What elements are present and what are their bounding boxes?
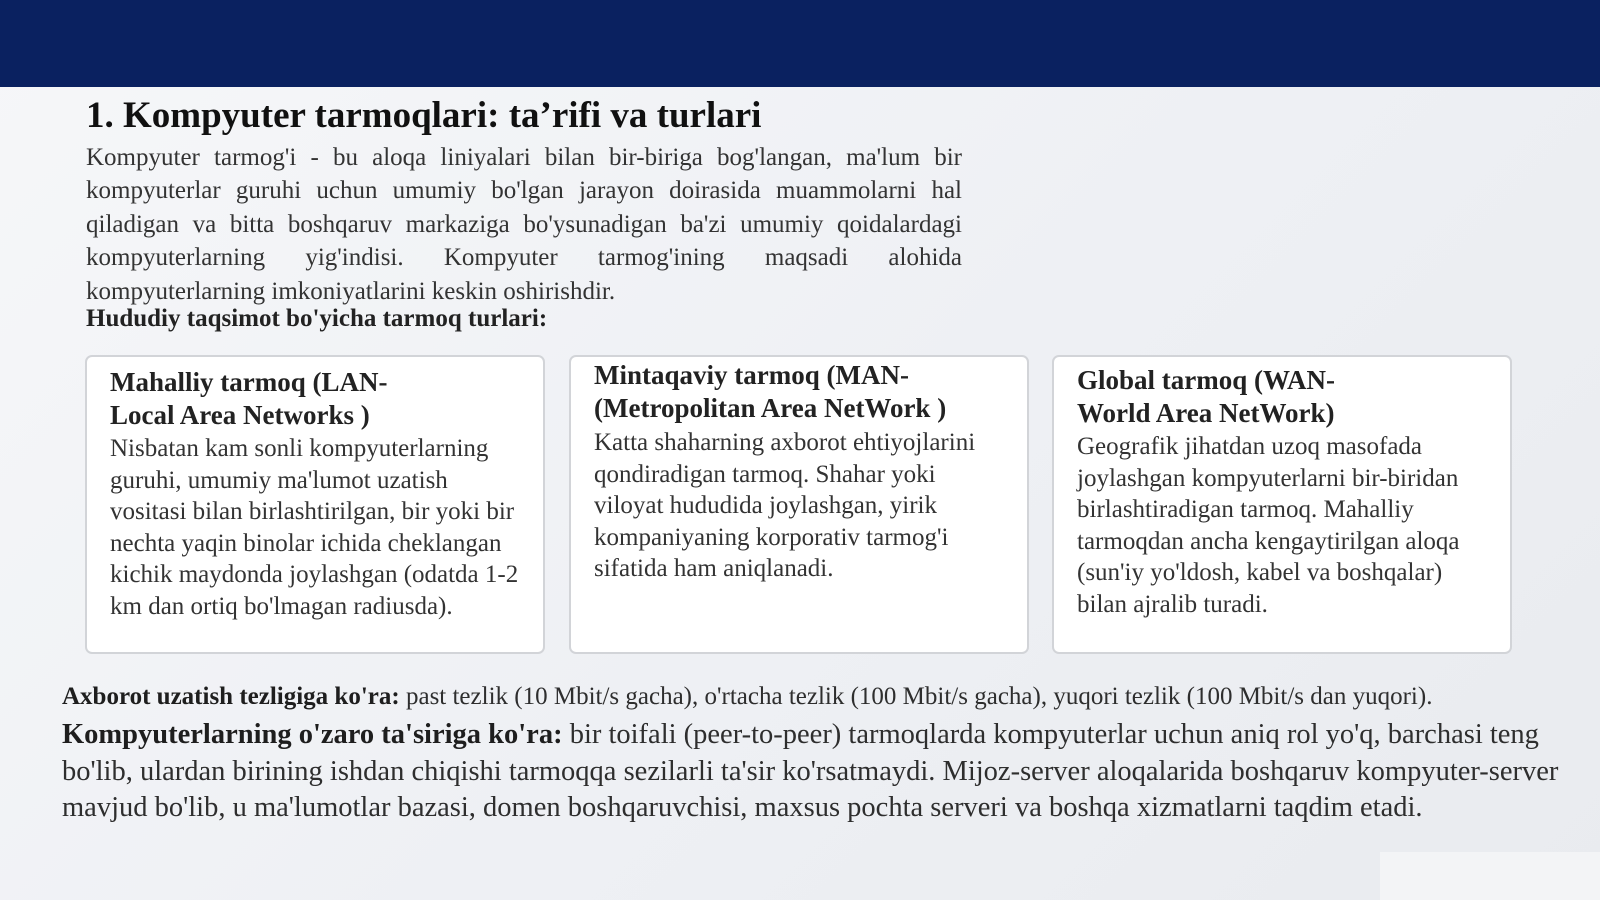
wan-card-title: Global tarmoq (WAN- World Area NetWork): [1077, 365, 1335, 428]
territorial-types-heading: Hududiy taqsimot bo'yicha tarmoq turlari:: [86, 305, 548, 332]
interaction-text: bir toifali (peer-to-peer) tarmoqlarda kompyuterlar uchun aniq rol yo'q, barchasi teng bo'lib, ulardan birining ishdan chiqishi tarmoqqa sezilarli ta'sir ko'rsatmaydi. Mijoz-server aloqalarida boshqaruv kompyuter-server mavjud bo'lib, u ma'lumotlar bazasi, domen boshqaruvchisi, maxsus pochta serveri va boshqa xizmatlarni taqdim etadi.: [62, 719, 1559, 824]
lan-card-text: Nisbatan kam sonli kompyuterlarning guruhi, umumiy ma'lumot uzatish vositasi bilan birlashtirilgan, bir yoki bir nechta yaqin binolar ichida cheklangan kichik maydonda joylashgan (odatda 1-2 km dan ortiq bo'lmagan radiusda).: [110, 435, 519, 620]
speed-label: Axborot uzatish tezligiga ko'ra:: [62, 683, 400, 710]
speed-text: past tezlik (10 Mbit/s gacha), o'rtacha tezlik (100 Mbit/s gacha), yuqori tezlik (100 Mbit/s dan yuqori).: [399, 683, 1433, 710]
corner-decoration: [1380, 852, 1600, 900]
interaction-classification: [62, 717, 1592, 827]
wan-card: [1052, 355, 1512, 654]
lan-card: [85, 355, 545, 654]
slide-title: 1. Kompyuter tarmoqlari: ta’rifi va turlari: [86, 95, 762, 136]
speed-classification: [62, 680, 1592, 714]
lan-card-title: Mahalliy tarmoq (LAN- Local Area Networks ): [110, 367, 388, 430]
classification-section: [62, 680, 1592, 827]
wan-card-text: Geografik jihatdan uzoq masofada joylashgan kompyuterlarni bir-biridan birlashtiradigan tarmoq. Mahalliy tarmoqdan ancha kengaytirilgan aloqa (sun'iy yo'ldosh, kabel va boshqalar) bilan ajralib turadi.: [1077, 433, 1460, 618]
header-bar: [0, 0, 1600, 87]
interaction-label: Kompyuterlarning o'zaro ta'siriga ko'ra:: [62, 719, 563, 750]
man-card: [569, 355, 1029, 654]
man-card-text: Katta shaharning axborot ehtiyojlarini qondiradigan tarmoq. Shahar yoki viloyat hududida joylashgan, yirik kompaniyaning korporativ tarmog'i sifatida ham aniqlanadi.: [594, 429, 976, 583]
man-card-title: Mintaqaviy tarmoq (MAN- (Metropolitan Area NetWork ): [594, 360, 947, 423]
intro-paragraph: Kompyuter tarmog'i - bu aloqa liniyalari bilan bir-biriga bog'langan, ma'lum bir kompyuterlar guruhi uchun umumiy bo'lgan jarayon doirasida muammolarni hal qiladigan va bitta boshqaruv markaziga bo'ysunadigan ba'zi umumiy qoidalardagi kompyuterlarning yig'indisi. Kompyuter tarmog'ining maqsadi alohida kompyuterlarning imkoniyatlarini keskin oshirishdir.: [86, 144, 962, 305]
